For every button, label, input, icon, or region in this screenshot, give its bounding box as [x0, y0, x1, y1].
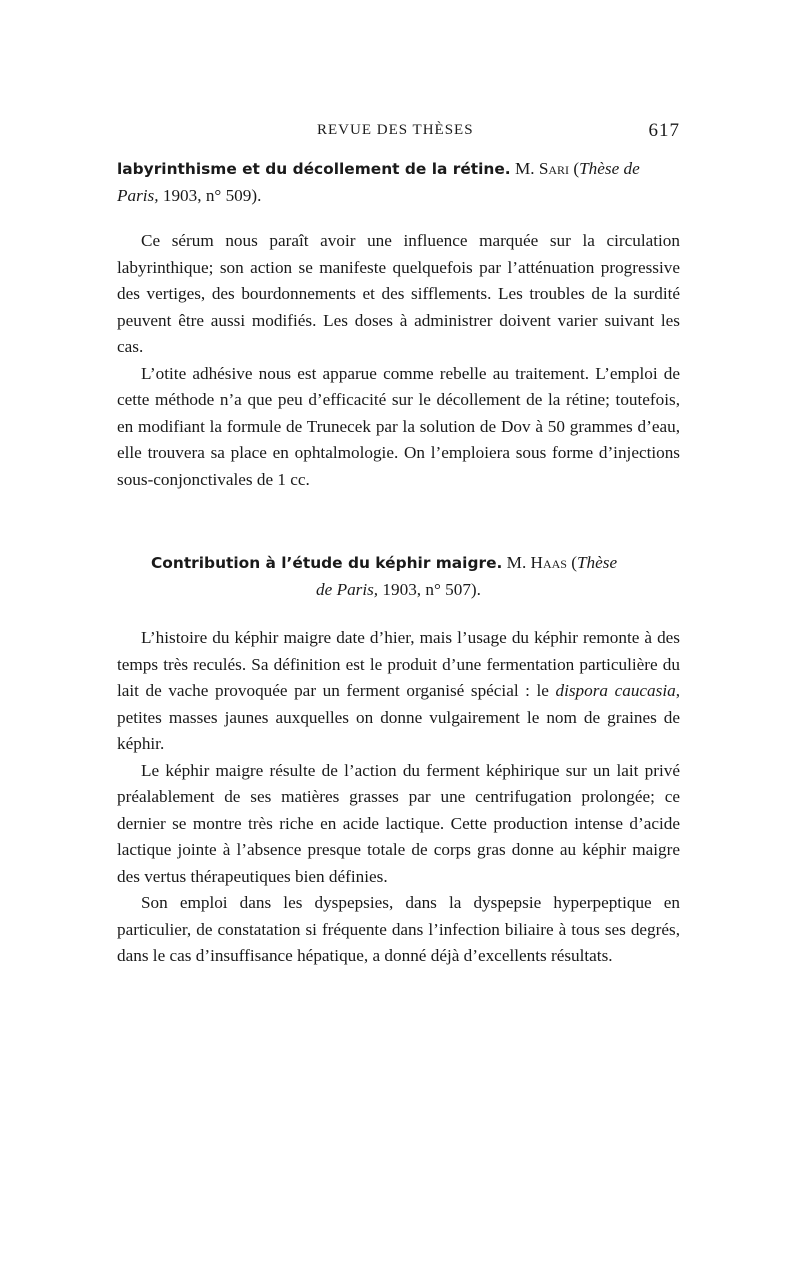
article2-body	[117, 625, 680, 970]
article2-paragraph: Son emploi dans les dyspepsies, dans la dyspepsie hyperpeptique en particulier, de constatation si fréquente dans l’infection biliaire à tous ses degrés, dans le cas d’insuffisance hépatique, a donné déjà d’excellents résultats.	[117, 893, 680, 965]
article2-author-prefix: M.	[502, 553, 531, 572]
article1-paragraph: L’otite adhésive nous est apparue comme rebelle au traitement. L’emploi de cette méthode n’a que peu d’efficacité sur le décollement de la rétine; toutefois, en modifiant la formule de Trunecek par la solution de Dov à 50 grammes d’eau, elle trouvera sa place en ophtalmologie. On l’emploiera sous forme d’injections sous-conjonctivales de 1 cc.	[117, 363, 680, 489]
article1-author: Sari	[538, 159, 570, 178]
running-head	[117, 120, 680, 146]
article2-thesis-label: Thèse	[577, 553, 618, 572]
article2-thesis-source: de Paris,	[316, 579, 379, 599]
article2-heading	[117, 550, 680, 603]
article1-body	[117, 228, 680, 493]
article2-species-name: dispora caucasia	[555, 681, 676, 700]
article2-paragraph-text: , petites masses jaunes auxquelles on donne vulgairement le nom de graines de képhir.	[117, 681, 680, 753]
article1-thesis-open: (	[569, 159, 580, 178]
article1-thesis-source: Thèse de Paris,	[117, 159, 640, 205]
article1-paragraph: Ce sérum nous paraît avoir une influence marquée sur la circulation labyrinthique; son action se manifeste quelquefois par l’atténuation progressive des vertiges, des bourdonnements et des sifflements. Les troubles de la surdité peuvent être aussi modifiés. Les doses à administrer doivent varier suivant les cas.	[117, 231, 680, 356]
article2-author: Haas	[530, 553, 567, 572]
running-head-title: REVUE DES THÈSES	[317, 122, 474, 138]
article2-title: Contribution à l’étude du képhir maigre.	[151, 554, 503, 572]
article1-heading	[117, 156, 680, 209]
article1-title: labyrinthisme et du décollement de la rétine.	[117, 160, 511, 178]
article2-thesis-open: (	[566, 553, 577, 572]
page-number: 617	[648, 120, 680, 141]
article2-thesis-number: 1903, n° 507).	[378, 579, 481, 599]
article2-paragraph: Le képhir maigre résulte de l’action du ferment képhirique sur un lait privé préalablement de ses matières grasses par une centrifugation prolongée; ce dernier se montre très riche en acide lactique. Cette production intense d’acide lactique jointe à l’absence presque totale de corps gras donne au képhir maigre des vertus thérapeutiques bien définies.	[117, 760, 680, 886]
article1-thesis-number: 1903, n° 509).	[158, 185, 262, 205]
article2-paragraph-text: L’histoire du képhir maigre date d’hier, mais l’usage du képhir remonte à des temps très reculés. Sa définition est le produit d’une fermentation particulière du lait de vache provoquée par un ferment organisé spécial : le	[117, 628, 680, 700]
article2-paragraph	[117, 625, 680, 758]
article1-author-prefix: M.	[510, 159, 539, 178]
